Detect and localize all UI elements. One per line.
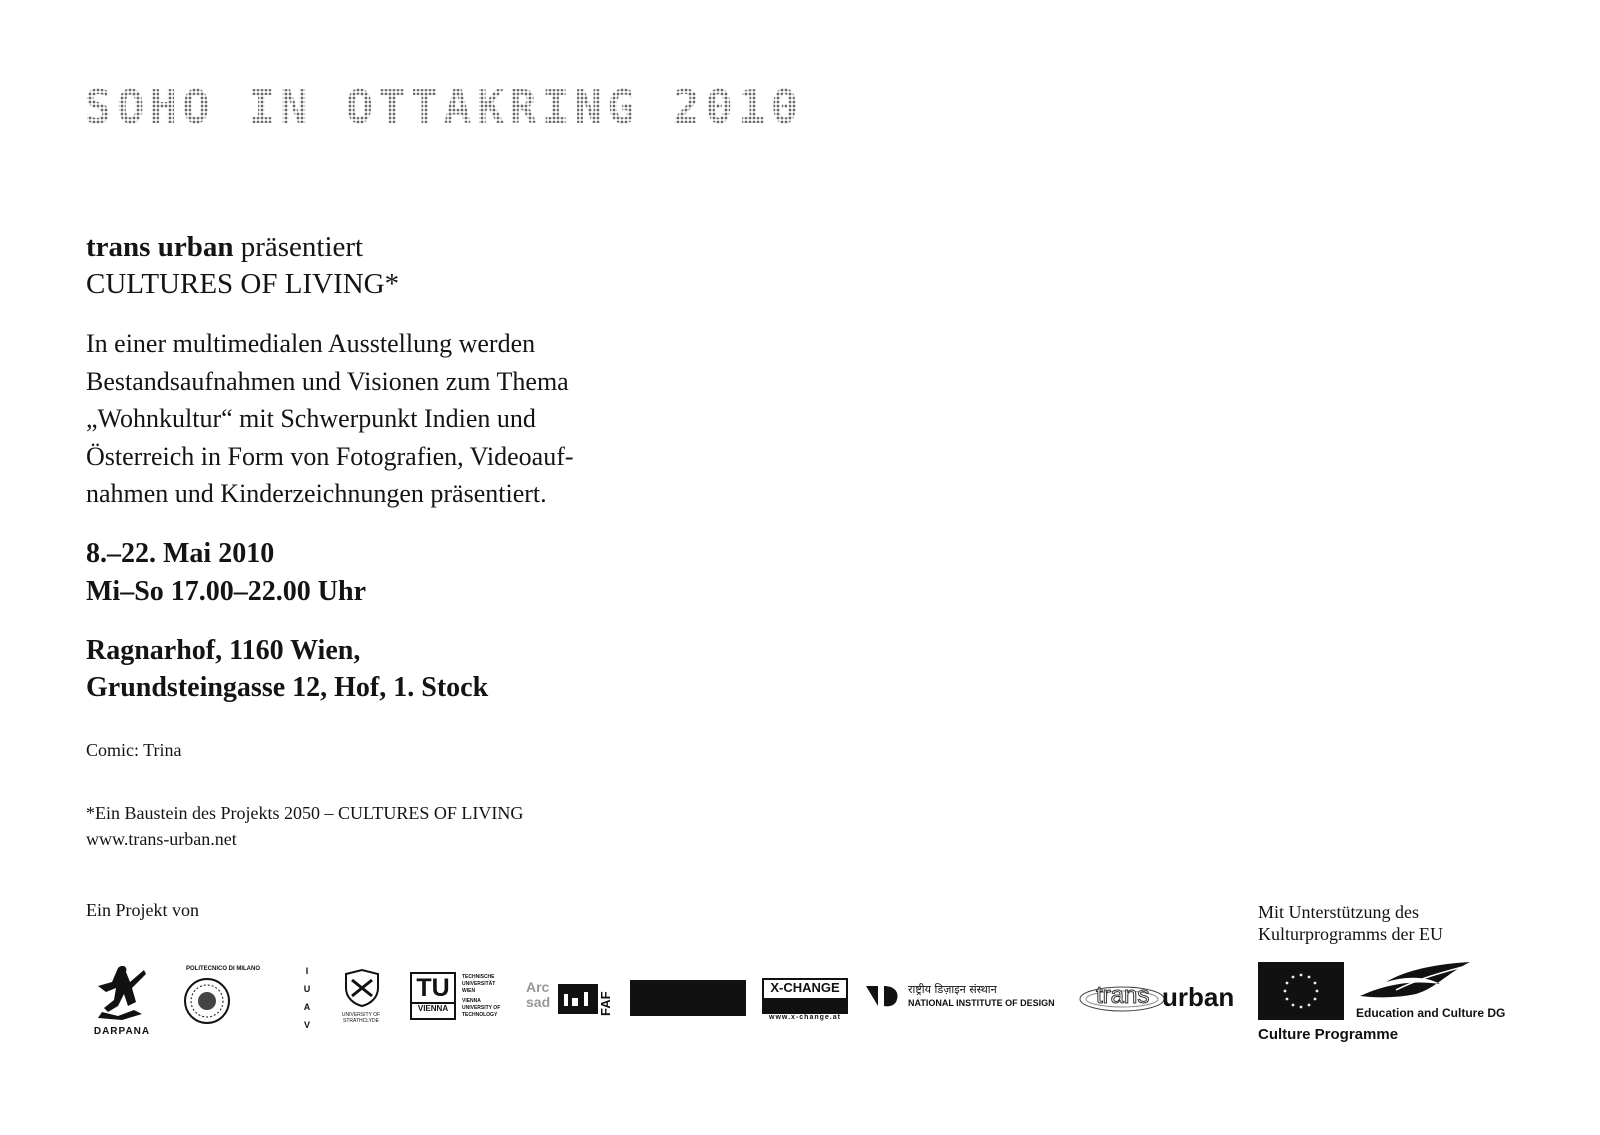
black-bar-logo [630, 980, 746, 1016]
arcsad-name: Arc sad [526, 979, 551, 1010]
schedule-hours: Mi–So 17.00–22.00 Uhr [86, 576, 366, 607]
xchange-url: www.x-change.at [769, 1014, 841, 1021]
page-title: SOHO IN OTTAKRING 2010 [84, 80, 804, 134]
support-label [1258, 901, 1443, 945]
dancer-icon [84, 962, 160, 1022]
iuav-letter: V [303, 1020, 310, 1030]
arcsad-faf-logo [526, 976, 614, 1020]
nid-logo [864, 980, 1068, 1014]
tu-sub: VIENNA [412, 1002, 454, 1014]
description-line: Bestandsaufnahmen und Visionen zum Thema [86, 366, 569, 396]
presenter-org: trans urban [86, 231, 234, 263]
transurban-logo [1078, 980, 1234, 1016]
description-line: In einer multimedialen Ausstellung werden [86, 329, 536, 358]
schedule [86, 535, 366, 611]
iuav-logo [300, 962, 314, 1034]
tu-letters: TU [416, 974, 450, 1002]
footnote-text: *Ein Baustein des Projekts 2050 – CULTURES OF LIVING [86, 803, 524, 823]
venue-line-2: Grundsteingasse 12, Hof, 1. Stock [86, 672, 489, 703]
xchange-bar [762, 1000, 848, 1014]
eu-culture-label: Culture Programme [1258, 1026, 1399, 1043]
darpana-logo [84, 962, 160, 1037]
comic-credit: Comic: Trina [86, 740, 182, 760]
tu-box [410, 972, 456, 1020]
iuav-letter: U [303, 984, 311, 994]
eu-flag [1258, 962, 1344, 1020]
iuav-letter: I [305, 966, 309, 976]
iuav-letter: A [303, 1002, 311, 1012]
support-line-1: Mit Unterstützung des [1258, 902, 1419, 922]
xchange-name: X-CHANGE [762, 978, 848, 1000]
education-culture-logo [1356, 960, 1506, 1022]
transurban-urban: urban [1162, 982, 1235, 1012]
description [86, 325, 646, 513]
description-line: „Wohnkultur“ mit Schwerpunkt Indien und [86, 404, 536, 433]
tu-text-de: TECHNISCHE UNIVERSITÄT WIEN [462, 974, 496, 994]
venue-line-1: Ragnarhof, 1160 Wien, [86, 635, 361, 666]
skyline-icon [558, 984, 598, 1014]
presenter-line [86, 228, 363, 266]
website-link[interactable]: www.trans-urban.net [86, 829, 237, 849]
wave-icon [1356, 960, 1472, 1000]
strathclyde-logo [334, 968, 388, 1028]
nid-mark-icon [864, 982, 900, 1010]
faf-name: FAF [598, 991, 613, 1016]
tu-vienna-logo [410, 972, 510, 1024]
transurban-trans: trans [1096, 982, 1150, 1009]
description-line: nahmen und Kinderzeichnungen präsentiert. [86, 479, 547, 508]
polimi-logo [182, 966, 286, 1032]
darpana-name: DARPANA [93, 1026, 151, 1037]
project-label: Ein Projekt von [86, 900, 199, 920]
exhibition-title: CULTURES OF LIVING* [86, 268, 400, 300]
xchange-logo [762, 978, 848, 1022]
eu-stars-icon [1258, 962, 1344, 1020]
description-line: Österreich in Form von Fotografien, Videoauf- [86, 441, 574, 471]
nid-name: NATIONAL INSTITUTE OF DESIGN [908, 998, 1055, 1008]
presenter-verb: präsentiert [240, 231, 364, 263]
venue [86, 632, 488, 706]
polimi-name: POLITECNICO DI MILANO [186, 966, 260, 972]
strathclyde-name: UNIVERSITY OF STRATHCLYDE [341, 1012, 381, 1024]
tu-text-en: VIENNA UNIVERSITY OF TECHNOLOGY [462, 998, 501, 1018]
education-culture-label: Education and Culture DG [1356, 1006, 1506, 1020]
crest-icon [342, 968, 382, 1008]
seal-icon [182, 976, 232, 1026]
schedule-dates: 8.–22. Mai 2010 [86, 538, 275, 569]
footnote [86, 800, 523, 852]
nid-hindi-name: राष्ट्रीय डिज़ाइन संस्थान [908, 983, 997, 996]
support-line-2: Kulturprogramms der EU [1258, 924, 1443, 944]
